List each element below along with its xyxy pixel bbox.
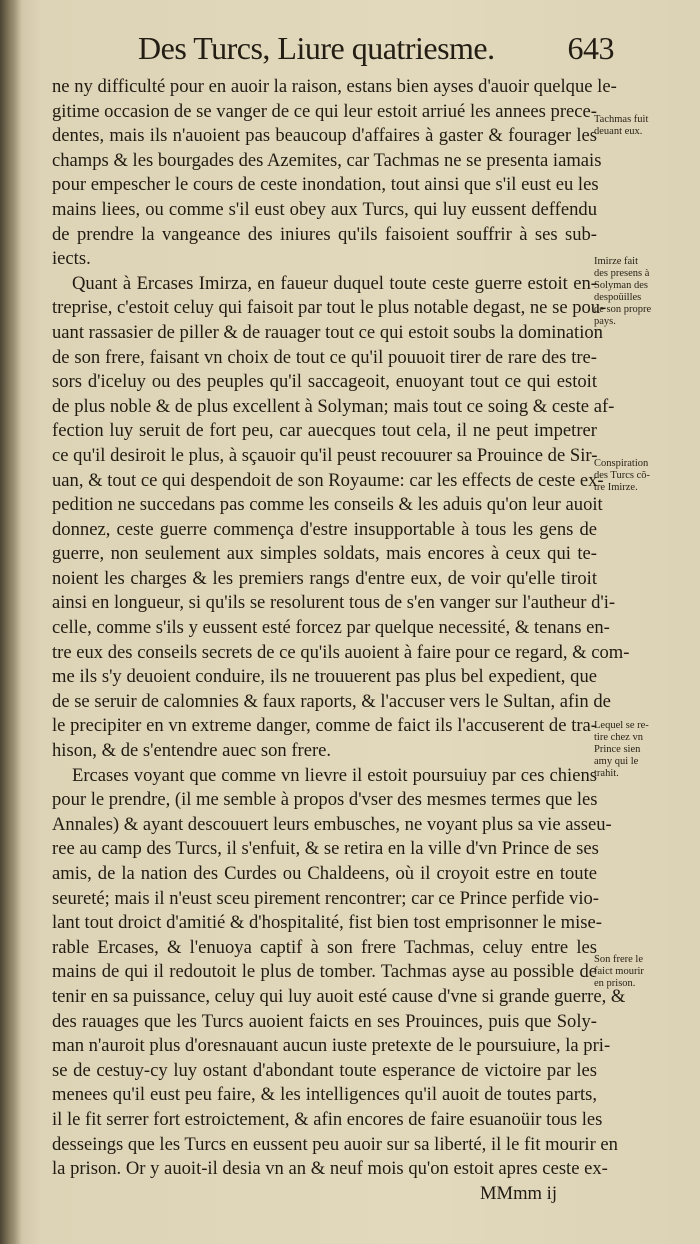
- margin-note: [594, 720, 696, 780]
- text-line: uan, & tout ce qui despendoit de son Royaume: car les effects de ceste ex-: [52, 469, 604, 491]
- text-line: ce qu'il desiroit le plus, à sçauoir qu'il peust recouurer sa Prouince de Sir-: [52, 444, 598, 466]
- text-line: sors d'iceluy ou des peuples qu'il saccageoit, enuoyant tout ce qui estoit: [52, 371, 597, 393]
- margin-note-line: Conspiration: [594, 458, 649, 469]
- text-line: iects.: [52, 248, 91, 270]
- margin-note-line: Tachmas fuit: [594, 114, 649, 125]
- text-line: Ercases voyant que comme vn lievre il estoit poursuiuy par ces chiens: [72, 764, 597, 786]
- margin-note-line: des presens à: [594, 268, 650, 279]
- margin-note-line: pays.: [594, 316, 616, 327]
- text-line: me ils s'y deuoient conduire, ils ne trouuerent pas plus bel expedient, que: [52, 666, 597, 688]
- margin-note-line: Imirze fait: [594, 256, 639, 267]
- margin-note-line: en prison.: [594, 978, 636, 989]
- margin-note-line: despoüilles: [594, 292, 642, 303]
- text-line: hison, & de s'entendre auec son frere.: [52, 740, 332, 762]
- text-line: ne ny difficulté pour en auoir la raison, estans bien ayses d'auoir quelque le-: [52, 76, 617, 97]
- text-line: champs & les bourgades des Azemites, car Tachmas ne se presenta iamais: [52, 149, 602, 171]
- text-line: tre eux des conseils secrets de ce qu'ils auoient à faire pour ce regard, & com-: [52, 641, 630, 663]
- page-number: 643: [567, 30, 614, 66]
- text-line: menees qu'il eust peu faire, & les intelligences qu'il auoit de toutes parts,: [52, 1084, 597, 1106]
- text-line: tenir en sa puissance, celuy qui luy auoit esté cause d'vne si grande guerre, &: [52, 985, 626, 1007]
- text-line: Quant à Ercases Imirza, en faueur duquel toute ceste guerre estoit en-: [72, 272, 597, 294]
- margin-note-line: Prince sien: [594, 744, 641, 755]
- signature-mark: MMmm ij: [480, 1182, 557, 1204]
- text-line: de se seruir de calomnies & faux raports, & l'accuser vers le Sultan, afin de: [52, 690, 611, 712]
- text-line: pedition ne succedans pas comme les conseils & les aduis qu'on leur auoit: [52, 494, 603, 516]
- margin-note-line: de son propre: [594, 304, 652, 315]
- text-line: seureté; mais il n'eust sceu pirement rencontrer; car ce Prince perfide vio-: [52, 887, 599, 909]
- margin-note: [594, 256, 696, 328]
- text-line: ainsi en longueur, si qu'ils se resolurent tous de s'en vanger sur l'autheur d'i-: [52, 592, 616, 614]
- margin-note-line: Solyman des: [594, 280, 648, 291]
- text-line: treprise, c'estoit celuy qui faisoit par tout le plus notable degast, ne se pou-: [52, 297, 607, 319]
- text-line: ree au camp des Turcs, il s'enfuit, & se retira en la ville d'vn Prince de ses: [52, 838, 599, 860]
- margin-note-line: tre Imirze.: [594, 482, 638, 493]
- text-line: donnez, ceste guerre commença d'estre insupportable à tous les gens de: [52, 518, 597, 540]
- text-line: Annales) & ayant descouuert leurs embusches, ne voyant plus sa vie asseu-: [52, 813, 612, 835]
- text-line: guerre, non seulement aux simples soldats, mais encores à ceux qui te-: [52, 543, 597, 565]
- margin-note-line: tire chez vn: [594, 732, 643, 743]
- text-line: mains liees, ou comme s'il eust obey aux Turcs, qui luy eussent deffendu: [52, 198, 597, 220]
- margin-note-line: faict mourir: [594, 966, 644, 977]
- margin-note: [594, 458, 696, 494]
- margin-note: [594, 114, 696, 138]
- margin-note-line: des Turcs cõ-: [594, 470, 651, 481]
- text-line: il le fit serrer fort estroictement, & afin encores de faire esuanoüir tous les: [52, 1108, 603, 1130]
- margin-note-line: Lequel se re-: [594, 720, 649, 731]
- text-line: pour le prendre, (il me semble à propos d'vser des mesmes termes que les: [52, 789, 598, 811]
- text-line: le precipiter en vn extreme danger, comme de faict ils l'accuserent de tra-: [52, 715, 597, 737]
- text-line: se de cestuy-cy luy ostant d'abondant toute esperance de victoire par les: [52, 1059, 597, 1081]
- book-gutter: [0, 0, 22, 1244]
- margin-note-line: Son frere le: [594, 954, 643, 965]
- text-line: de son frere, faisant vn choix de tout ce qu'il pouuoit tirer de rare des tre-: [52, 346, 597, 368]
- text-line: des rauages que les Turcs auoient faicts en ses Prouinces, puis que Soly-: [52, 1010, 597, 1032]
- text-line: la prison. Or y auoit-il desia vn an & neuf mois qu'on estoit apres ceste ex-: [52, 1158, 608, 1180]
- running-head: [138, 30, 618, 74]
- text-line: rable Ercases, & l'enuoya captif à son frere Tachmas, celuy entre les: [52, 936, 597, 958]
- text-line: mains de qui il redoutoit le plus de tomber. Tachmas ayse au possible de: [52, 961, 597, 983]
- text-line: noient les charges & les premiers rangs d'entre eux, de voir qu'elle tiroit: [52, 567, 597, 589]
- margin-note-line: deuant eux.: [594, 126, 643, 137]
- text-line: desseings que les Turcs en eussent peu auoir sur sa liberté, il le fit mourir en: [52, 1133, 618, 1155]
- text-line: man n'auroit plus d'oresnauant aucun iuste pretexte de le poursuiure, la pri-: [52, 1035, 611, 1057]
- text-line: gitime occasion de se vanger de ce qui leur estoit arriué les annees prece-: [52, 100, 597, 122]
- text-line: dentes, mais ils n'auoient pas beaucoup d'affaires à gaster & fourager les: [52, 125, 597, 147]
- text-line: pour empescher le cours de ceste inondation, tout ainsi que s'il eust eu les: [52, 174, 599, 196]
- margin-note-line: trahit.: [594, 768, 619, 779]
- margin-note: [594, 954, 696, 990]
- text-line: fection luy seruit de fort peu, car auecques tout cela, il ne peut impetrer: [52, 420, 597, 442]
- text-line: celle, comme s'ils y eussent esté forcez par quelque necessité, & tenans en-: [52, 617, 610, 639]
- margin-note-line: amy qui le: [594, 756, 639, 767]
- text-line: uant rassasier de piller & de rauager tout ce qui estoit soubs la domination: [52, 321, 603, 343]
- text-line: de plus noble & de plus excellent à Solyman; mais tout ce soing & ceste af-: [52, 395, 615, 417]
- running-head-title: Des Turcs, Liure quatriesme.: [138, 30, 495, 66]
- text-line: amis, de la nation des Curdes ou Chaldeens, où il croyoit estre en toute: [52, 863, 597, 884]
- text-line: de prendre la vangeance des iniures qu'ils faisoient souffrir à ses sub-: [52, 223, 597, 245]
- text-line: lant tout droict d'amitié & d'hospitalité, fist bien tost emprisonner le mise-: [52, 912, 602, 934]
